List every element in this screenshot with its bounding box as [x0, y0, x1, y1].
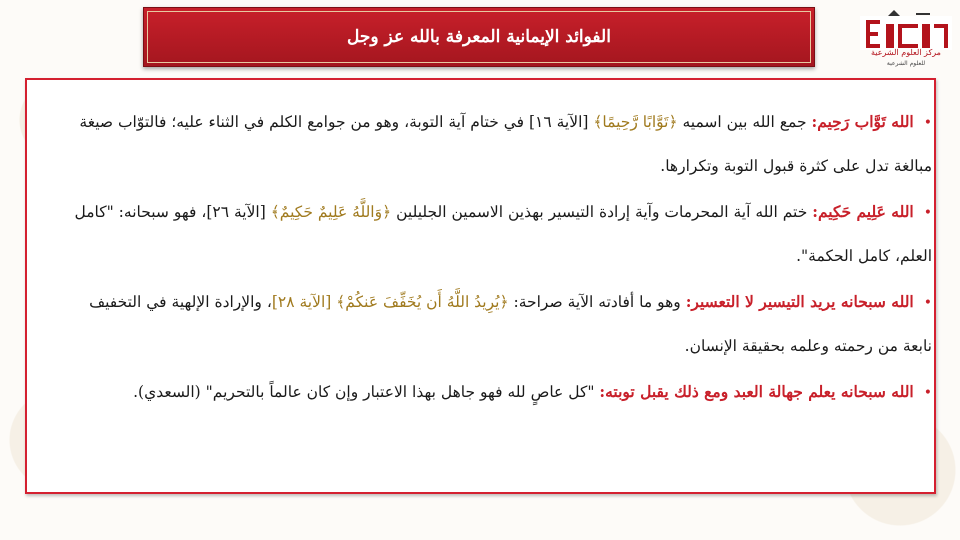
logo-subcaption: للعلوم الشرعية [886, 60, 926, 67]
bullet-heading: الله سبحانه يريد التيسير لا التعسير: [685, 292, 914, 311]
bullet-dot-icon: • [923, 385, 932, 401]
bullet-text: جمع الله بين اسميه [677, 113, 812, 131]
bullet-heading: الله عَلِيم حَكِيم: [812, 202, 914, 221]
bullet-item [62, 190, 932, 278]
bullet-item [62, 100, 932, 188]
logo-caption: مركز العلوم الشرعية [871, 48, 941, 57]
slide-title: الفوائد الإيمانية المعرفة بالله عز وجل [347, 27, 611, 47]
bullet-dot-icon: • [923, 295, 932, 311]
bullet-text: "كل عاصٍ لله فهو جاهل بهذا الاعتبار وإن كان عالماً بالتحريم" (السعدي). [133, 383, 600, 401]
quran-verse: ﴿وَاللَّهُ عَلِيمٌ حَكِيمٌ﴾ [270, 203, 392, 221]
title-banner [143, 7, 815, 67]
quran-verse: ﴿يُرِيدُ اللَّهُ أَن يُخَفِّفَ عَنكُمْ﴾ [الآية ٢٨] [271, 293, 509, 311]
bullet-item [62, 280, 932, 368]
bullet-text: ختم الله آية المحرمات وآية إرادة التيسير بهذين الاسمين الجليلين [391, 203, 813, 221]
bullet-text: [الآية ١٦] في ختام آية التوبة، وهو من جوامع الكلم في الثناء عليه؛ فالتوّاب صيغة مبالغة تدل على كثرة قبول التوبة وتكرارها. [79, 113, 932, 175]
bullet-text: ، والإرادة الإلهية في التخفيف نابعة من رحمته وعلمه بحقيقة الإنسان. [89, 293, 932, 355]
bullet-list [62, 100, 932, 417]
bullet-dot-icon: • [923, 115, 932, 131]
quran-verse: ﴿تَوَّابًا رَّحِيمًا﴾ [593, 113, 678, 131]
bullet-text: وهو ما أفادته الآية صراحة: [508, 293, 686, 311]
bullet-heading: الله تَوَّاب رَحِيم: [811, 112, 914, 131]
bullet-item [62, 370, 932, 415]
bullet-dot-icon: • [923, 205, 932, 221]
bullet-text: [الآية ٢٦]، فهو سبحانه: "كامل العلم، كامل الحكمة". [74, 203, 932, 265]
bullet-heading: الله سبحانه يعلم جهالة العبد ومع ذلك يقبل توبته: [599, 382, 914, 401]
